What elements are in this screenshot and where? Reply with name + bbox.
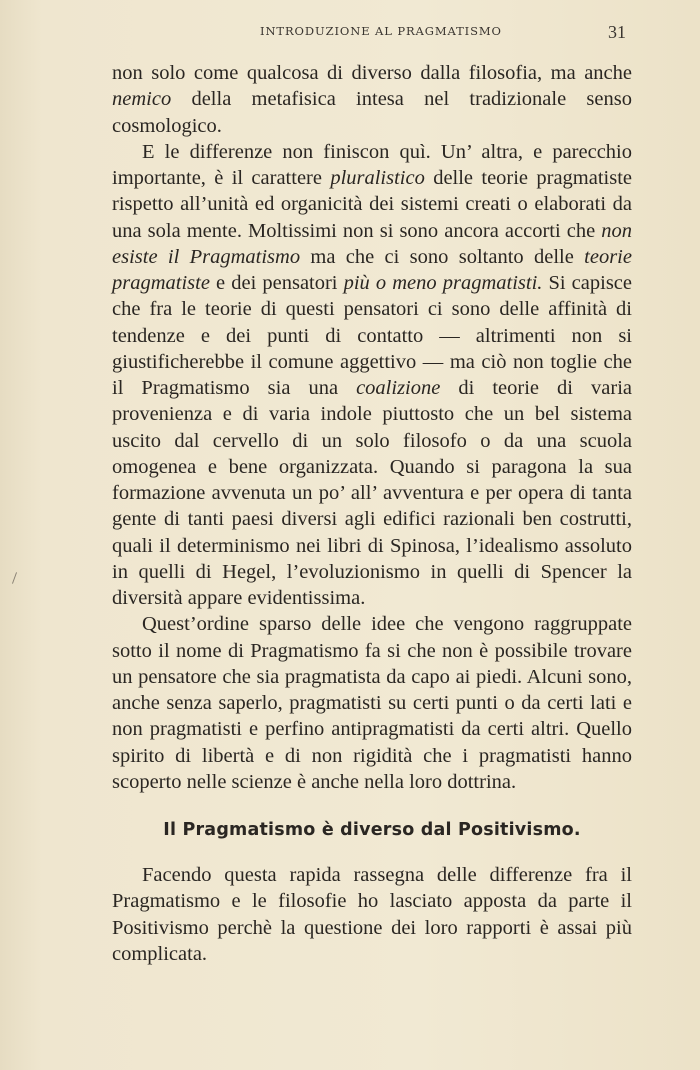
text-run: e dei pensatori [209, 272, 344, 294]
running-head: INTRODUZIONE AL PRAGMATISMO [260, 24, 502, 38]
paragraph-1 [112, 60, 632, 139]
text-run: ma che ci sono soltanto delle [300, 245, 585, 268]
text-run: E le differenze non finiscon quì. Un’ altra, e parecchio importante, è il carattere [112, 140, 632, 189]
text-run: Quest’ordine sparso delle idee che vengono raggruppate sotto il nome di Pragmatismo fa si che non è possibile trovare un pensatore che sia pragmatista da capo ai piedi. Alcuni sono, anche senza saperlo, pragmatisti su certi punti o da certi lati e non pragmatisti e perfino antipragmatisti da certi altri. Quello spirito di libertà e di non rigidità che i pragmatisti hanno scoperto nelle scienze è anche nella loro dottrina. [112, 613, 632, 793]
margin-mark [12, 572, 17, 584]
body-text [112, 60, 632, 967]
italic-phrase: coalizione [356, 377, 441, 399]
paragraph-4 [112, 862, 632, 967]
italic-phrase: pluralistico [330, 167, 425, 189]
text-run: Si capisce che fra le teorie di questi pensatori ci sono delle affinità di tendenze e dei punti di contatto — altrimenti non si giustificherebbe il comune aggettivo — ma ciò non toglie che il Pragmatismo sia una [112, 272, 632, 399]
text-run: Facendo questa rapida rassegna delle differenze fra il Pragmatismo e le filosofie ho lasciato apposta da parte il Positivismo perchè la questione dei loro rapporti è assai più complicata. [112, 864, 632, 965]
section-heading: Il Pragmatismo è diverso dal Positivismo. [163, 820, 581, 840]
text-run: della metafisica intesa nel tradizionale senso cosmologico. [112, 88, 632, 137]
text-run: delle teorie pragmatiste rispetto all’unità ed organicità dei sistemi creati o elaborati da una sola mente. Moltissimi non si sono ancora accorti che [112, 167, 633, 242]
page-number: 31 [608, 22, 626, 42]
paragraph-3 [112, 611, 632, 795]
italic-phrase: teorie pragmatiste [112, 245, 632, 294]
page-header [112, 22, 632, 42]
text-run: di teorie di varia provenienza e di varia indole piuttosto che un bel sistema uscito dal cervello di un solo filosofo o da una scuola omogenea e bene organizzata. Quando si paragona la sua formazione avvenuta un po’ all’ avventura e per opera di tanta gente di tanti paesi diversi agli edifici razionali ben costrutti, quali il determinismo nei libri di Spinosa, l’idealismo assoluto in quelli di Hegel, l’evoluzionismo in quelli di Spencer la diversità appare evidentissima. [112, 377, 632, 609]
italic-phrase: nemico [112, 88, 172, 111]
paragraph-2 [112, 139, 632, 612]
italic-phrase: non esiste il Pragmatismo [112, 219, 632, 268]
text-run: non solo come qualcosa di diverso dalla filosofia, ma anche [112, 62, 632, 84]
italic-phrase: più o meno pragmatisti. [343, 272, 543, 294]
